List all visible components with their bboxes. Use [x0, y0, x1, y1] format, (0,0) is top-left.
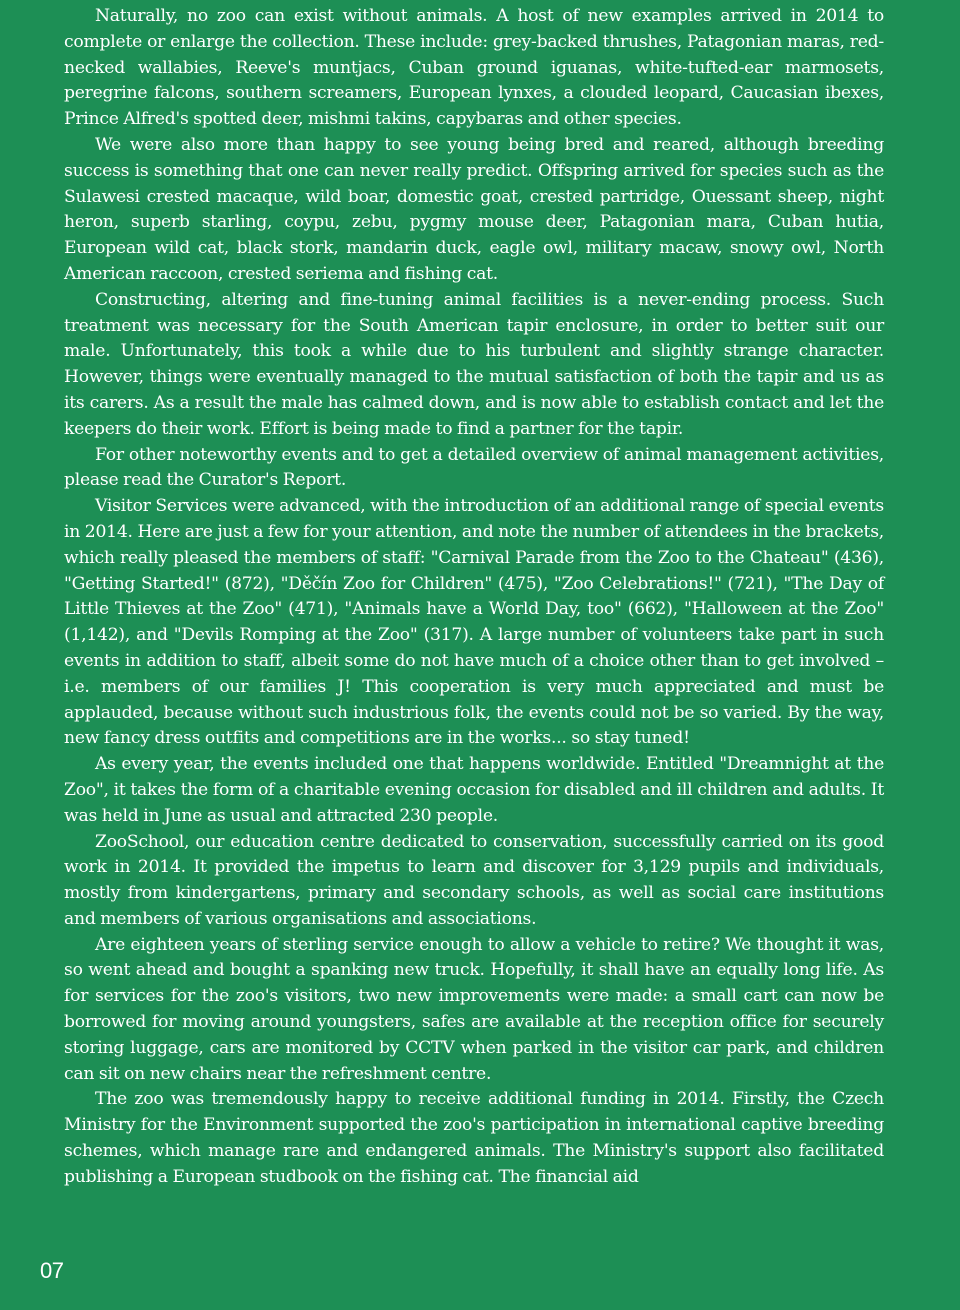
paragraph-facilities: Constructing, altering and fine-tuning animal facilities is a never-ending process. Such treatment was necessary for the South American tapir enclosure, in order to better suit our male. Unfortunately, this took a while due to his turbulent and slightly strange character. However, things were eventually managed to the mutual satisfaction of both the tapir and us as its carers. As a result the male has calmed down, and is now able to establish contact and let the keepers do their work. Effort is being made to find a partner for the tapir. — [64, 289, 884, 439]
page-number: 07 — [40, 1258, 64, 1283]
paragraph-vehicle-services: Are eighteen years of sterling service enough to allow a vehicle to retire? We thought it was, so went ahead and bought a spanking new truck. Hopefully, it shall have an equally long life. As for services for the zoo's visitors, two new improvements were made: a small cart can now be borrowed for moving around youngsters, safes are available at the reception office for securely storing luggage, cars are monitored by CCTV when parked in the visitor car park, and children can sit on new chairs near the refreshment centre. — [64, 934, 884, 1084]
paragraph-zooschool: ZooSchool, our education centre dedicated to conservation, successfully carried on its good work in 2014. It provided the impetus to learn and discover for 3,129 pupils and individuals, mostly from kindergartens, primary and secondary schools, as well as social care institutions and members of various organisations and associations. — [64, 831, 884, 929]
paragraph-offspring: We were also more than happy to see young being bred and reared, although breeding success is something that one can never really predict. Offspring arrived for species such as the Sulawesi crested macaque, wild boar, domestic goat, crested partridge, Ouessant sheep, night heron, superb starling, coypu, zebu, pygmy mouse deer, Patagonian mara, Cuban hutia, European wild cat, black stork, mandarin duck, eagle owl, military macaw, snowy owl, North American raccoon, crested seriema and fishing cat. — [64, 134, 884, 284]
paragraph-funding: The zoo was tremendously happy to receive additional funding in 2014. Firstly, the Czech Ministry for the Environment supported the zoo's participation in international captive breeding schemes, which manage rare and endangered animals. The Ministry's support also facilitated publishing a European studbook on the fishing cat. The financial aid — [64, 1089, 884, 1187]
paragraph-dreamnight: As every year, the events included one that happens worldwide. Entitled "Dreamnight at the Zoo", it takes the form of a charitable evening occasion for disabled and ill children and adults. It was held in June as usual and attracted 230 people. — [64, 754, 884, 826]
paragraph-curators-report: For other noteworthy events and to get a detailed overview of animal management activities, please read the Curator's Report. — [64, 444, 884, 491]
body-text — [64, 4, 884, 1191]
paragraph-visitor-services: Visitor Services were advanced, with the introduction of an additional range of special events in 2014. Here are just a few for your attention, and note the number of attendees in the brackets, which really pleased the members of staff: "Carnival Parade from the Zoo to the Chateau" (436), "Getting Started!" (872), "Děčín Zoo for Children" (475), "Zoo Celebrations!" (721), "The Day of Little Thieves at the Zoo" (471), "Animals have a World Day, too" (662), "Halloween at the Zoo" (1,142), and "Devils Romping at the Zoo" (317). A large number of volunteers take part in such events in addition to staff, albeit some do not have much of a choice other than to get involved – i.e. members of our families J! This cooperation is very much appreciated and must be applauded, because without such industrious folk, the events could not be so varied. By the way, new fancy dress outfits and competitions are in the works... so stay tuned! — [64, 496, 884, 749]
paragraph-animals: Naturally, no zoo can exist without animals. A host of new examples arrived in 2014 to complete or enlarge the collection. These include: grey-backed thrushes, Patagonian maras, red-necked wallabies, Reeve's muntjacs, Cuban ground iguanas, white-tufted-ear marmosets, peregrine falcons, southern screamers, European lynxes, a clouded leopard, Caucasian ibexes, Prince Alfred's spotted deer, mishmi takins, capybaras and other species. — [64, 6, 884, 130]
